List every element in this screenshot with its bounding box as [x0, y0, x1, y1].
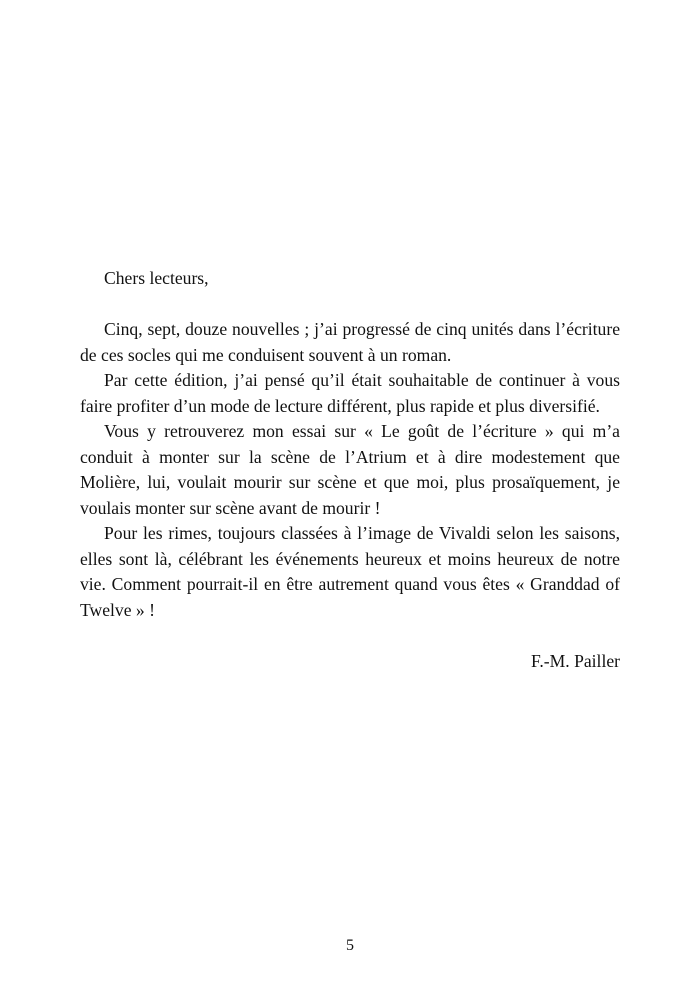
letter-body	[80, 266, 620, 674]
paragraph-1: Cinq, sept, douze nouvelles ; j’ai progressé de cinq unités dans l’écriture de ces socles qui me conduisent souvent à un roman.	[80, 319, 620, 365]
paragraph-2: Par cette édition, j’ai pensé qu’il était souhaitable de continuer à vous faire profiter d’un mode de lecture différent, plus rapide et plus diversifié.	[80, 370, 620, 416]
signature: F.-M. Pailler	[531, 650, 620, 671]
paragraph-3: Vous y retrouverez mon essai sur « Le goût de l’écriture » qui m’a conduit à monter sur la scène de l’Atrium et à dire modestement que Molière, lui, voulait mourir sur scène et que moi, plus prosaïquement, je voulais monter sur scène avant de mourir !	[80, 421, 620, 518]
salutation: Chers lecteurs,	[104, 268, 209, 288]
page-number: 5	[346, 937, 354, 954]
paragraph-4: Pour les rimes, toujours classées à l’image de Vivaldi selon les saisons, elles sont là, célébrant les événements heureux et moins heureux de notre vie. Comment pourrait-il en être autrement quand vous êtes « Granddad of Twelve » !	[80, 523, 620, 620]
